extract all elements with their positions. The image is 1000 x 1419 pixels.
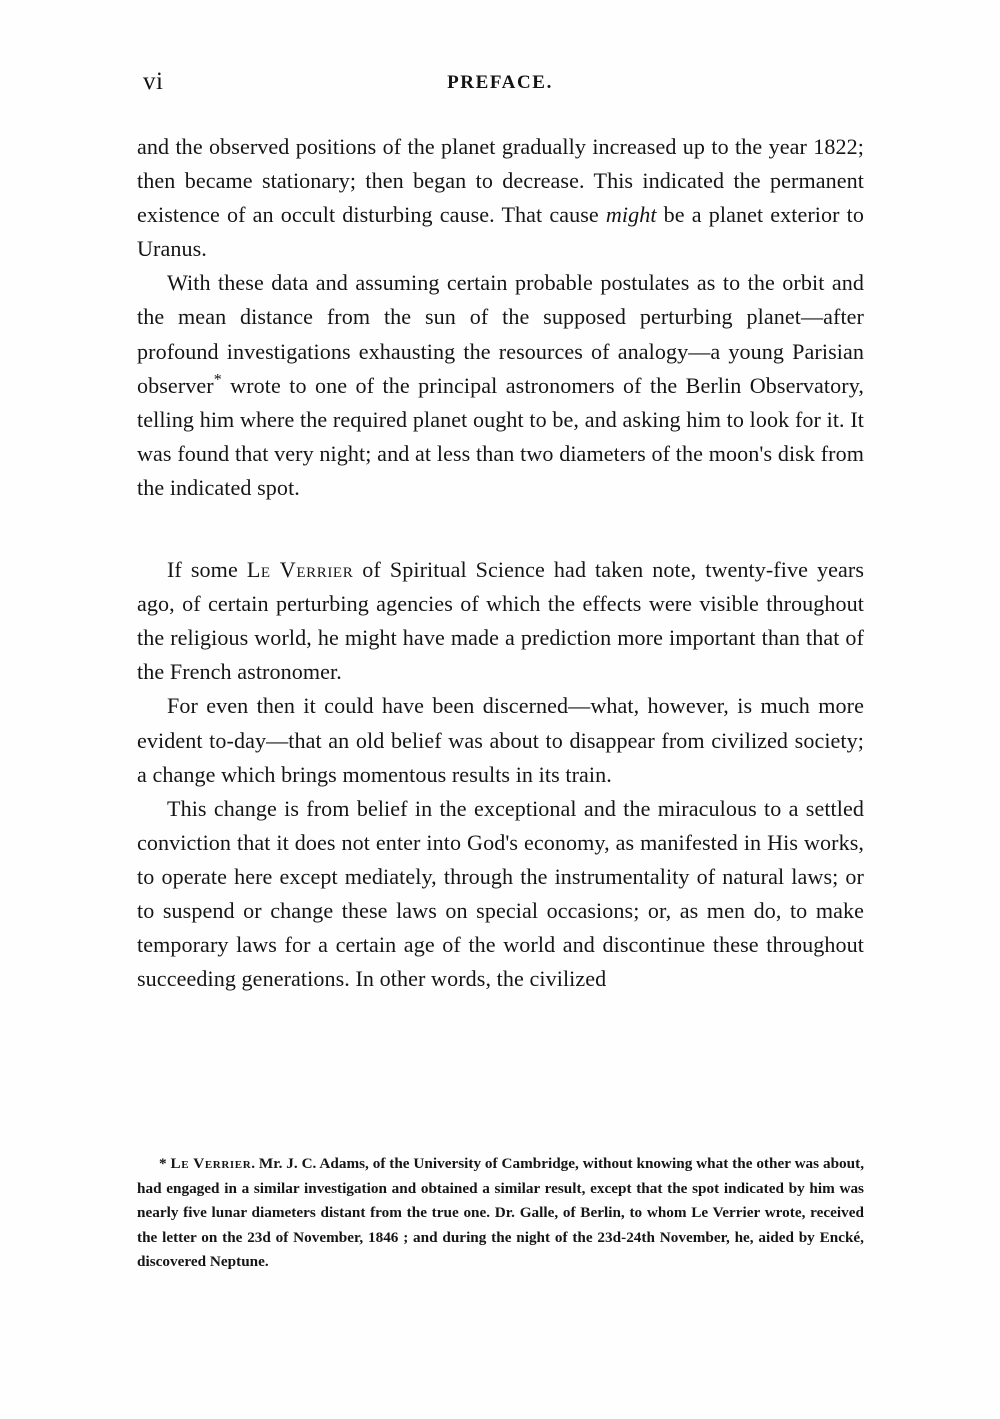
- paragraph-para-if-some-le-verrier: [137, 553, 864, 689]
- small-caps-name: Le Verrier: [246, 557, 354, 583]
- page-folio-number: vi: [143, 68, 164, 95]
- text-run: If some: [167, 557, 247, 583]
- text-run: wrote to one of the principal astronomers of the Berlin Observatory, telling him where the required planet ought to be, and asking him to look for it. It was found that very night; and at less than two diameters of the moon's disk from the indicated spot.: [137, 372, 864, 500]
- footnote-reference-marker: *: [213, 371, 222, 389]
- running-head-title: PREFACE.: [447, 72, 553, 93]
- paragraph-para-planet-positions: [137, 130, 864, 266]
- text-run: For even then it could have been discerned—what, however, is much more evident to-day—that an old belief was about to disappear from civilized society; a change which brings momentous results in its train.: [137, 693, 864, 787]
- body-text-block: [137, 130, 864, 996]
- text-run: and the observed positions of the planet gradually increased up to the year 1822; then became stationary; then began to decrease. This indicated the permanent existence of an occult disturbing cause. That cause: [137, 134, 864, 228]
- text-run: be a planet exterior to Uranus.: [137, 202, 865, 262]
- paragraph-gap: [137, 505, 864, 553]
- paragraph-para-for-even-then: [137, 689, 864, 791]
- text-run: of Spiritual Science had taken note, twenty-five years ago, of certain perturbing agencies of which the effects were visible throughout the religious world, he might have made a prediction more important than that of the French astronomer.: [137, 557, 864, 685]
- paragraph-para-with-these-data: [137, 266, 864, 505]
- footnote-star-marker: *: [159, 1155, 171, 1172]
- footnote-block: [137, 1152, 864, 1275]
- small-caps-name: Le Verrier: [170, 1155, 252, 1172]
- text-run: This change is from belief in the exceptional and the miraculous to a settled conviction that it does not enter into God's economy, as manifested in His works, to operate here except mediately, through the instrumentality of natural laws; or to suspend or change these laws on special occasions; or, as men do, to make temporary laws for a certain age of the world and discontinue these throughout succeeding generations. In other words, the civilized: [137, 795, 864, 992]
- text-run: . Mr. J. C. Adams, of the University of Cambridge, without knowing what the other was about, had engaged in a similar investigation and obtained a similar result, except that the spot indicated by him was nearly five lunar diameters distant from the true one. Dr. Galle, of Berlin, to whom Le Verrier wrote, received the letter on the 23d of November, 1846 ; and during the night of the 23d-24th November, he, aided by Encké, discovered Neptune.: [137, 1155, 865, 1271]
- paragraph-para-this-change: [137, 792, 864, 997]
- footnote-text: [137, 1152, 864, 1275]
- running-head: [137, 66, 863, 98]
- text-run: With these data and assuming certain probable postulates as to the orbit and the mean distance from the sun of the supposed perturbing planet—after profound investigations exhausting the resources of analogy—a young Parisian observer: [137, 270, 864, 398]
- italic-text: might: [605, 202, 657, 228]
